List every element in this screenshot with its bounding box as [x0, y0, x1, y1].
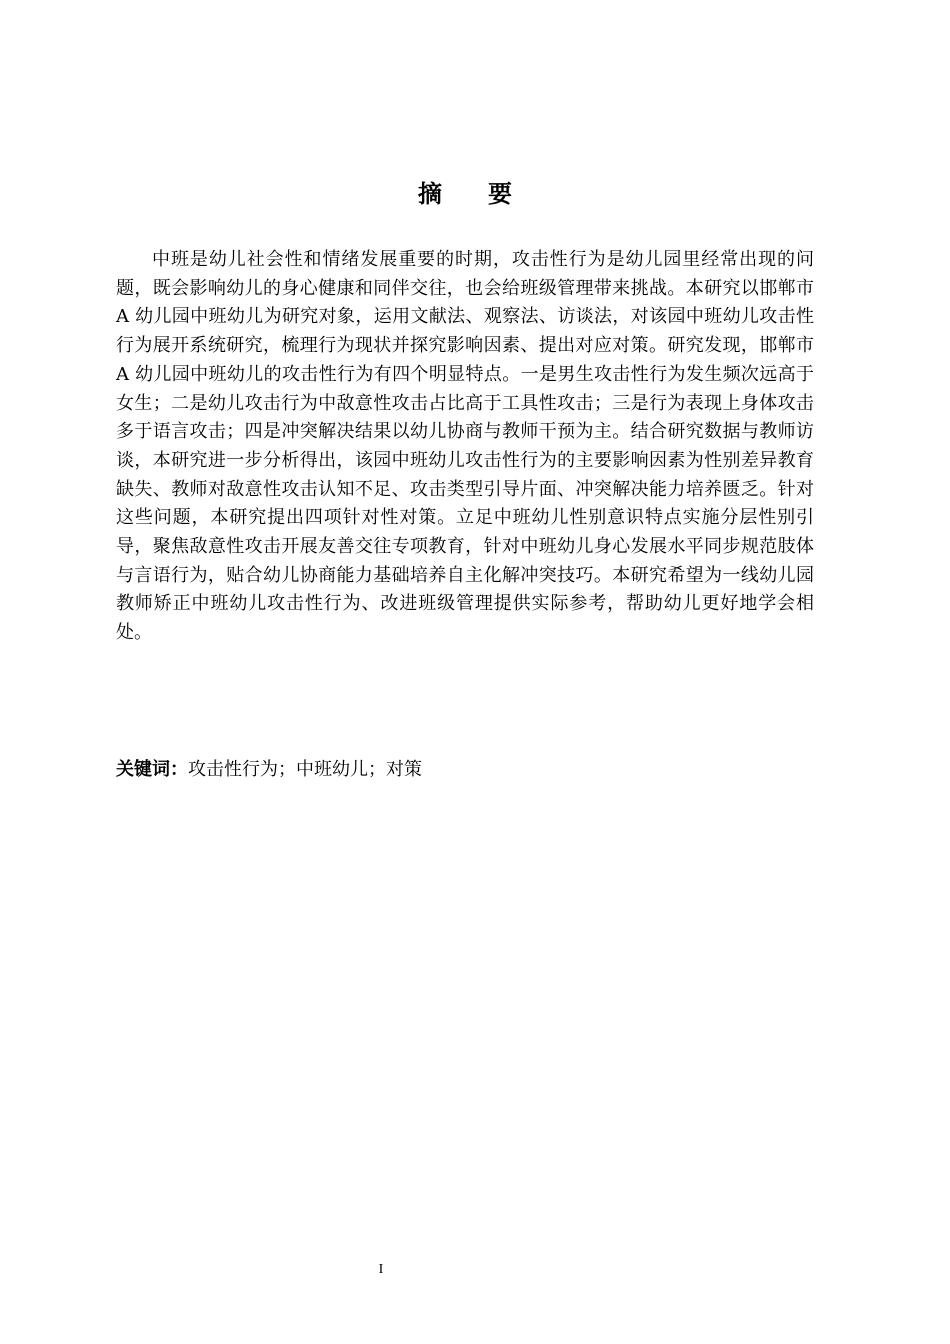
abstract-title	[0, 178, 930, 210]
title-char-1: 摘	[418, 180, 442, 208]
title-char-2: 要	[488, 180, 512, 208]
abstract-body: 中班是幼儿社会性和情绪发展重要的时期，攻击性行为是幼儿园里经常出现的问题，既会影响幼儿的身心健康和同伴交往，也会给班级管理带来挑战。本研究以邯郸市 A 幼儿园中班幼儿为研究对象，运用文献法、观察法、访谈法，对该园中班幼儿攻击性行为展开系统研究，梳理行为现状并探究影响因素、提出对应对策。研究发现，邯郸市 A 幼儿园中班幼儿的攻击性行为有四个明显特点。一是男生攻击性行为发生频次远高于女生；二是幼儿攻击行为中敌意性攻击占比高于工具性攻击；三是行为表现上身体攻击多于语言攻击；四是冲突解决结果以幼儿协商与教师干预为主。结合研究数据与教师访谈，本研究进一步分析得出，该园中班幼儿攻击性行为的主要影响因素为性别差异教育缺失、教师对敌意性攻击认知不足、攻击类型引导片面、冲突解决能力培养匮乏。针对这些问题，本研究提出四项针对性对策。立足中班幼儿性别意识特点实施分层性别引导，聚焦敌意性攻击开展友善交往专项教育，针对中班幼儿身心发展水平同步规范肢体与言语行为，贴合幼儿协商能力基础培养自主化解冲突技巧。本研究希望为一线幼儿园教师矫正中班幼儿攻击性行为、改进班级管理提供实际参考，帮助幼儿更好地学会相处。	[116, 249, 814, 644]
keywords-label: 关键词：	[116, 759, 188, 780]
keywords-line	[116, 756, 814, 784]
page-number: I	[378, 1262, 384, 1277]
keywords-value: 攻击性行为；中班幼儿；对策	[188, 759, 422, 780]
